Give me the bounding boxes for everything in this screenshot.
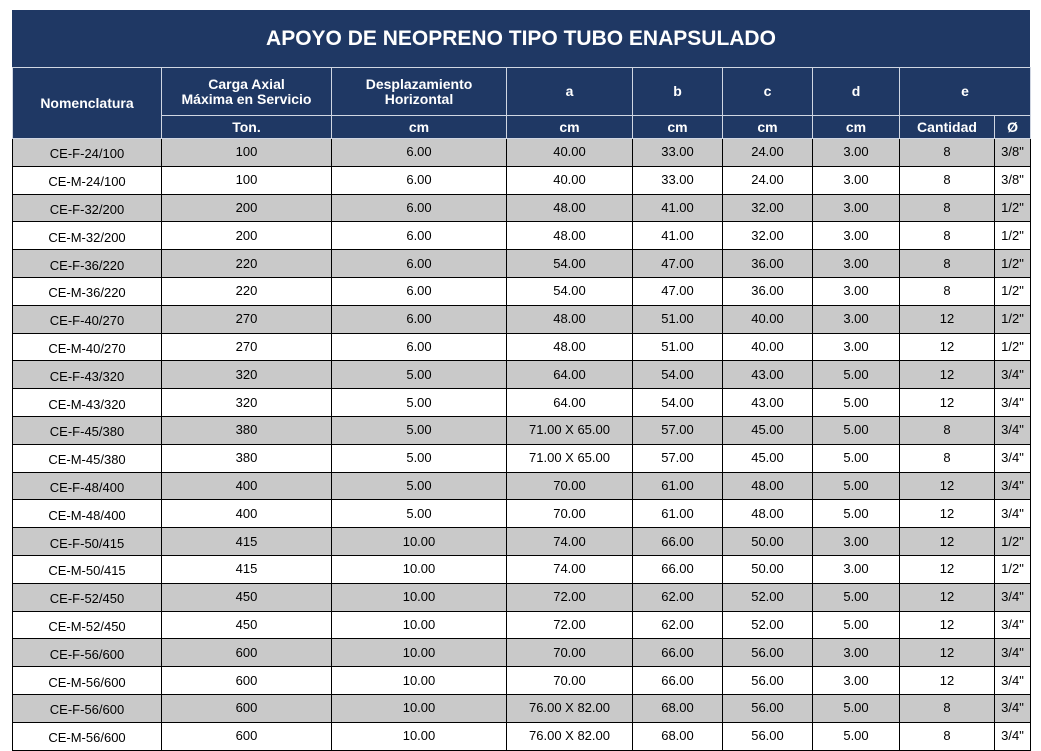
cell-b: 61.00 [633,500,723,528]
cell-c: 45.00 [723,416,813,444]
unit-cantidad: Cantidad [900,116,995,139]
cell-d: 3.00 [813,333,900,361]
cell-c: 24.00 [723,139,813,167]
table-row [13,694,1031,722]
table-row [13,555,1031,583]
header-desp-line1: Desplazamiento [365,75,473,92]
cell-cantidad: 8 [900,416,995,444]
cell-carga: 220 [162,250,332,278]
cell-carga: 600 [162,694,332,722]
cell-desplazamiento: 10.00 [332,528,507,556]
cell-cantidad: 8 [900,722,995,750]
cell-nomenclatura: CE-F-24/100 [13,139,162,167]
cell-nomenclatura: CE-M-45/380 [13,444,162,472]
cell-a: 72.00 [507,583,633,611]
cell-d: 5.00 [813,500,900,528]
cell-b: 57.00 [633,416,723,444]
cell-a: 70.00 [507,667,633,695]
cell-d: 3.00 [813,528,900,556]
cell-c: 24.00 [723,166,813,194]
table-row [13,611,1031,639]
cell-diametro: 3/4" [995,444,1031,472]
table-row [13,416,1031,444]
cell-diametro: 3/4" [995,583,1031,611]
cell-d: 3.00 [813,194,900,222]
cell-a: 70.00 [507,472,633,500]
cell-desplazamiento: 10.00 [332,611,507,639]
cell-d: 5.00 [813,361,900,389]
cell-a: 71.00 X 65.00 [507,416,633,444]
cell-desplazamiento: 6.00 [332,222,507,250]
cell-desplazamiento: 5.00 [332,472,507,500]
cell-b: 54.00 [633,361,723,389]
cell-diametro: 3/4" [995,694,1031,722]
cell-diametro: 3/4" [995,611,1031,639]
cell-desplazamiento: 6.00 [332,305,507,333]
cell-cantidad: 12 [900,667,995,695]
cell-nomenclatura: CE-M-36/220 [13,277,162,305]
spec-table-container [12,10,1030,751]
cell-cantidad: 8 [900,444,995,472]
cell-desplazamiento: 10.00 [332,694,507,722]
spec-table [12,67,1031,751]
cell-c: 36.00 [723,250,813,278]
header-nomenclatura: Nomenclatura [13,68,162,139]
cell-diametro: 3/4" [995,416,1031,444]
cell-diametro: 1/2" [995,222,1031,250]
cell-cantidad: 12 [900,472,995,500]
cell-carga: 380 [162,444,332,472]
cell-diametro: 3/4" [995,639,1031,667]
cell-carga: 400 [162,500,332,528]
cell-carga: 200 [162,194,332,222]
cell-carga: 270 [162,305,332,333]
cell-b: 41.00 [633,194,723,222]
table-row [13,250,1031,278]
cell-carga: 270 [162,333,332,361]
cell-d: 5.00 [813,472,900,500]
cell-nomenclatura: CE-M-24/100 [13,166,162,194]
cell-desplazamiento: 10.00 [332,639,507,667]
cell-b: 41.00 [633,222,723,250]
cell-desplazamiento: 6.00 [332,277,507,305]
cell-carga: 415 [162,555,332,583]
cell-diametro: 3/4" [995,389,1031,417]
cell-b: 51.00 [633,305,723,333]
cell-diametro: 1/2" [995,555,1031,583]
cell-diametro: 1/2" [995,528,1031,556]
cell-a: 48.00 [507,222,633,250]
cell-nomenclatura: CE-M-52/450 [13,611,162,639]
header-desp-line2: Horizontal [384,90,454,107]
cell-cantidad: 12 [900,305,995,333]
cell-a: 72.00 [507,611,633,639]
cell-cantidad: 8 [900,277,995,305]
cell-b: 54.00 [633,389,723,417]
cell-diametro: 3/4" [995,722,1031,750]
cell-diametro: 3/4" [995,361,1031,389]
cell-desplazamiento: 6.00 [332,166,507,194]
header-desplazamiento [332,68,507,116]
cell-diametro: 3/4" [995,500,1031,528]
cell-c: 43.00 [723,361,813,389]
cell-b: 66.00 [633,639,723,667]
cell-d: 3.00 [813,166,900,194]
cell-cantidad: 12 [900,361,995,389]
cell-nomenclatura: CE-F-56/600 [13,639,162,667]
table-row [13,500,1031,528]
cell-cantidad: 12 [900,500,995,528]
cell-d: 5.00 [813,583,900,611]
cell-a: 70.00 [507,639,633,667]
header-b: b [633,68,723,116]
table-row [13,389,1031,417]
cell-cantidad: 8 [900,694,995,722]
cell-a: 40.00 [507,166,633,194]
cell-c: 50.00 [723,555,813,583]
cell-cantidad: 8 [900,166,995,194]
cell-a: 64.00 [507,361,633,389]
cell-a: 76.00 X 82.00 [507,694,633,722]
cell-b: 66.00 [633,528,723,556]
header-carga-axial [162,68,332,116]
cell-d: 3.00 [813,277,900,305]
cell-carga: 450 [162,583,332,611]
cell-nomenclatura: CE-M-40/270 [13,333,162,361]
cell-d: 3.00 [813,667,900,695]
cell-a: 40.00 [507,139,633,167]
cell-d: 5.00 [813,444,900,472]
unit-c: cm [723,116,813,139]
cell-b: 47.00 [633,250,723,278]
cell-c: 36.00 [723,277,813,305]
cell-nomenclatura: CE-M-43/320 [13,389,162,417]
table-row [13,166,1031,194]
cell-desplazamiento: 5.00 [332,500,507,528]
cell-carga: 600 [162,639,332,667]
table-row [13,277,1031,305]
cell-nomenclatura: CE-M-50/415 [13,555,162,583]
cell-carga: 450 [162,611,332,639]
table-row [13,583,1031,611]
cell-a: 76.00 X 82.00 [507,722,633,750]
table-row [13,639,1031,667]
cell-cantidad: 8 [900,139,995,167]
cell-c: 40.00 [723,333,813,361]
table-body [13,139,1031,751]
cell-cantidad: 12 [900,639,995,667]
cell-desplazamiento: 5.00 [332,444,507,472]
cell-c: 50.00 [723,528,813,556]
unit-desplazamiento: cm [332,116,507,139]
cell-desplazamiento: 10.00 [332,667,507,695]
cell-a: 48.00 [507,305,633,333]
cell-carga: 380 [162,416,332,444]
unit-d: cm [813,116,900,139]
header-e: e [900,68,1031,116]
cell-d: 3.00 [813,305,900,333]
table-row [13,194,1031,222]
cell-nomenclatura: CE-M-48/400 [13,500,162,528]
table-row [13,361,1031,389]
cell-b: 66.00 [633,555,723,583]
cell-nomenclatura: CE-F-32/200 [13,194,162,222]
cell-carga: 220 [162,277,332,305]
cell-d: 3.00 [813,222,900,250]
cell-cantidad: 12 [900,528,995,556]
cell-a: 74.00 [507,555,633,583]
cell-c: 52.00 [723,583,813,611]
cell-b: 51.00 [633,333,723,361]
cell-c: 48.00 [723,472,813,500]
cell-c: 56.00 [723,694,813,722]
header-c: c [723,68,813,116]
header-d: d [813,68,900,116]
cell-diametro: 1/2" [995,305,1031,333]
cell-desplazamiento: 6.00 [332,194,507,222]
unit-a: cm [507,116,633,139]
cell-d: 5.00 [813,722,900,750]
cell-nomenclatura: CE-M-56/600 [13,722,162,750]
cell-b: 33.00 [633,166,723,194]
cell-d: 3.00 [813,250,900,278]
cell-b: 47.00 [633,277,723,305]
cell-a: 48.00 [507,194,633,222]
cell-b: 33.00 [633,139,723,167]
cell-carga: 400 [162,472,332,500]
cell-b: 61.00 [633,472,723,500]
cell-c: 56.00 [723,639,813,667]
cell-nomenclatura: CE-F-40/270 [13,305,162,333]
cell-a: 70.00 [507,500,633,528]
table-row [13,333,1031,361]
cell-d: 5.00 [813,416,900,444]
cell-cantidad: 12 [900,611,995,639]
cell-diametro: 1/2" [995,277,1031,305]
header-carga-line2: Máxima en Servicio [181,90,312,107]
table-row [13,472,1031,500]
table-row [13,528,1031,556]
cell-b: 62.00 [633,583,723,611]
cell-cantidad: 8 [900,194,995,222]
cell-desplazamiento: 6.00 [332,333,507,361]
cell-nomenclatura: CE-M-32/200 [13,222,162,250]
cell-d: 3.00 [813,555,900,583]
cell-cantidad: 8 [900,222,995,250]
cell-carga: 600 [162,722,332,750]
cell-diametro: 3/8" [995,139,1031,167]
cell-diametro: 3/4" [995,472,1031,500]
header-a: a [507,68,633,116]
cell-cantidad: 8 [900,250,995,278]
cell-nomenclatura: CE-F-52/450 [13,583,162,611]
cell-d: 5.00 [813,389,900,417]
cell-desplazamiento: 10.00 [332,722,507,750]
cell-c: 32.00 [723,194,813,222]
table-title: APOYO DE NEOPRENO TIPO TUBO ENAPSULADO [12,10,1030,67]
unit-diametro: Ø [995,116,1031,139]
cell-nomenclatura: CE-F-43/320 [13,361,162,389]
cell-carga: 600 [162,667,332,695]
cell-c: 45.00 [723,444,813,472]
cell-d: 5.00 [813,694,900,722]
cell-carga: 100 [162,139,332,167]
cell-diametro: 1/2" [995,333,1031,361]
cell-nomenclatura: CE-F-56/600 [13,694,162,722]
cell-a: 48.00 [507,333,633,361]
cell-c: 48.00 [723,500,813,528]
cell-d: 3.00 [813,139,900,167]
cell-diametro: 3/8" [995,166,1031,194]
cell-a: 54.00 [507,277,633,305]
cell-diametro: 1/2" [995,250,1031,278]
cell-carga: 100 [162,166,332,194]
cell-desplazamiento: 10.00 [332,583,507,611]
cell-c: 40.00 [723,305,813,333]
cell-c: 52.00 [723,611,813,639]
table-row [13,305,1031,333]
table-header [13,68,1031,139]
cell-a: 64.00 [507,389,633,417]
cell-c: 43.00 [723,389,813,417]
cell-cantidad: 12 [900,583,995,611]
table-row [13,667,1031,695]
unit-carga: Ton. [162,116,332,139]
cell-cantidad: 12 [900,389,995,417]
cell-a: 54.00 [507,250,633,278]
cell-b: 66.00 [633,667,723,695]
cell-cantidad: 12 [900,555,995,583]
cell-d: 3.00 [813,639,900,667]
cell-b: 62.00 [633,611,723,639]
cell-nomenclatura: CE-F-36/220 [13,250,162,278]
cell-carga: 320 [162,361,332,389]
cell-nomenclatura: CE-F-45/380 [13,416,162,444]
header-carga-line1: Carga Axial [208,75,285,92]
cell-diametro: 3/4" [995,667,1031,695]
cell-desplazamiento: 6.00 [332,250,507,278]
table-row [13,222,1031,250]
cell-carga: 320 [162,389,332,417]
cell-diametro: 1/2" [995,194,1031,222]
cell-desplazamiento: 10.00 [332,555,507,583]
cell-desplazamiento: 5.00 [332,389,507,417]
cell-b: 68.00 [633,694,723,722]
table-row [13,139,1031,167]
cell-cantidad: 12 [900,333,995,361]
cell-b: 68.00 [633,722,723,750]
cell-c: 56.00 [723,667,813,695]
cell-desplazamiento: 5.00 [332,361,507,389]
cell-a: 71.00 X 65.00 [507,444,633,472]
cell-b: 57.00 [633,444,723,472]
table-row [13,722,1031,750]
cell-nomenclatura: CE-M-56/600 [13,667,162,695]
unit-b: cm [633,116,723,139]
cell-d: 5.00 [813,611,900,639]
cell-desplazamiento: 6.00 [332,139,507,167]
cell-a: 74.00 [507,528,633,556]
table-row [13,444,1031,472]
cell-carga: 200 [162,222,332,250]
cell-c: 32.00 [723,222,813,250]
cell-nomenclatura: CE-F-48/400 [13,472,162,500]
cell-nomenclatura: CE-F-50/415 [13,528,162,556]
cell-c: 56.00 [723,722,813,750]
cell-carga: 415 [162,528,332,556]
cell-desplazamiento: 5.00 [332,416,507,444]
